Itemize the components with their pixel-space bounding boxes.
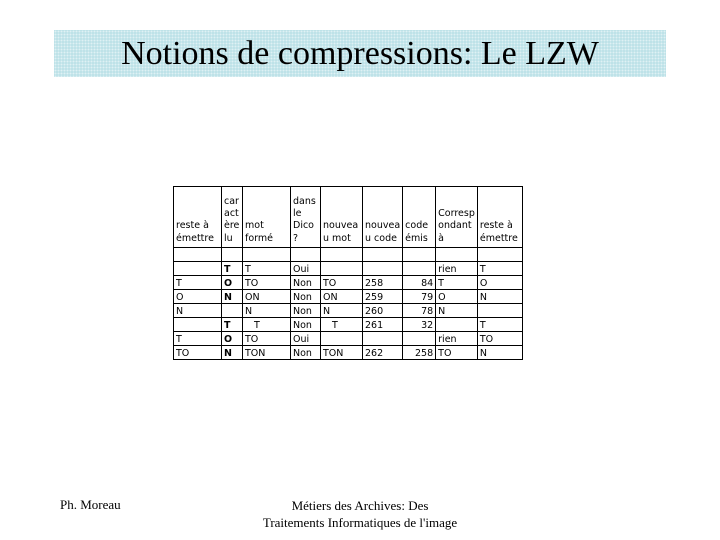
column-header: code émis <box>403 187 436 248</box>
table-cell: Non <box>291 346 321 360</box>
table-cell: Non <box>291 318 321 332</box>
table-cell: ON <box>321 290 363 304</box>
table-cell: 258 <box>363 276 403 290</box>
table-cell: N <box>436 304 478 318</box>
table-cell: T <box>243 262 291 276</box>
table-row <box>174 318 523 332</box>
table-cell <box>243 248 291 262</box>
table-cell <box>403 332 436 346</box>
table-cell: O <box>174 290 222 304</box>
column-header: Corresp ondant à <box>436 187 478 248</box>
table-cell: 258 <box>403 346 436 360</box>
column-header: nouvea u mot <box>321 187 363 248</box>
table-cell: TON <box>321 346 363 360</box>
table-cell: N <box>243 304 291 318</box>
table-cell <box>291 248 321 262</box>
table-header-row <box>174 187 523 248</box>
table-row <box>174 276 523 290</box>
footer-author: Ph. Moreau <box>60 497 121 512</box>
table-cell: 32 <box>403 318 436 332</box>
table-cell: TO <box>477 332 522 346</box>
table-cell <box>436 318 478 332</box>
table-cell <box>477 304 522 318</box>
table-cell: Non <box>291 304 321 318</box>
table-cell <box>321 262 363 276</box>
table-cell: TO <box>243 276 291 290</box>
table-cell: O <box>222 276 243 290</box>
table-cell: Oui <box>291 262 321 276</box>
lzw-table <box>173 186 523 360</box>
table-cell <box>321 332 363 346</box>
column-header: dans le Dico ? <box>291 187 321 248</box>
table-cell: TO <box>436 346 478 360</box>
table-cell <box>436 248 478 262</box>
table-cell: rien <box>436 262 478 276</box>
table-cell <box>174 318 222 332</box>
table-cell <box>363 262 403 276</box>
table-cell: T <box>477 318 522 332</box>
table-cell <box>222 304 243 318</box>
table-cell: T <box>477 262 522 276</box>
table-cell: N <box>222 346 243 360</box>
table-cell: N <box>321 304 363 318</box>
table-row <box>174 332 523 346</box>
table-cell: 260 <box>363 304 403 318</box>
table-cell: N <box>222 290 243 304</box>
table-cell: 261 <box>363 318 403 332</box>
table-cell: ON <box>243 290 291 304</box>
title-banner <box>54 30 666 77</box>
table-cell <box>363 332 403 346</box>
table-cell: TO <box>174 346 222 360</box>
table-cell <box>363 248 403 262</box>
footer-course <box>240 497 480 531</box>
table-cell: N <box>174 304 222 318</box>
table-cell: Non <box>291 290 321 304</box>
table-cell: T <box>436 276 478 290</box>
footer-course-line: Métiers des Archives: Des <box>291 498 429 513</box>
table-cell: rien <box>436 332 478 346</box>
column-header: reste à émettre <box>174 187 222 248</box>
table-cell: Non <box>291 276 321 290</box>
table-cell: T <box>222 318 243 332</box>
table-cell <box>403 248 436 262</box>
table-cell <box>174 248 222 262</box>
table-cell <box>403 262 436 276</box>
table-cell: TON <box>243 346 291 360</box>
table-row <box>174 290 523 304</box>
table-row <box>174 248 523 262</box>
table-cell: Oui <box>291 332 321 346</box>
table-cell: N <box>477 290 522 304</box>
table-cell: T <box>174 332 222 346</box>
column-header: mot formé <box>243 187 291 248</box>
table-cell: O <box>477 276 522 290</box>
column-header: nouvea u code <box>363 187 403 248</box>
table-cell: N <box>477 346 522 360</box>
table-cell: TO <box>321 276 363 290</box>
table-cell: 259 <box>363 290 403 304</box>
table-cell: TO <box>243 332 291 346</box>
table-cell: 84 <box>403 276 436 290</box>
column-header: car act ère lu <box>222 187 243 248</box>
table-row <box>174 262 523 276</box>
table-cell <box>321 248 363 262</box>
table-cell: T <box>321 318 363 332</box>
table-cell: 79 <box>403 290 436 304</box>
footer-course-line: Traitements Informatiques de l'image <box>262 515 458 530</box>
table-cell: O <box>436 290 478 304</box>
table-cell <box>477 248 522 262</box>
column-header: reste à émettre <box>477 187 522 248</box>
slide-title: Notions de compressions: Le LZW <box>121 34 599 72</box>
table-cell: 78 <box>403 304 436 318</box>
table-row <box>174 346 523 360</box>
table-cell <box>222 248 243 262</box>
table-cell: T <box>243 318 291 332</box>
table-cell <box>174 262 222 276</box>
table-row <box>174 304 523 318</box>
table-cell: O <box>222 332 243 346</box>
table-cell: T <box>174 276 222 290</box>
table-cell: T <box>222 262 243 276</box>
table-cell: 262 <box>363 346 403 360</box>
